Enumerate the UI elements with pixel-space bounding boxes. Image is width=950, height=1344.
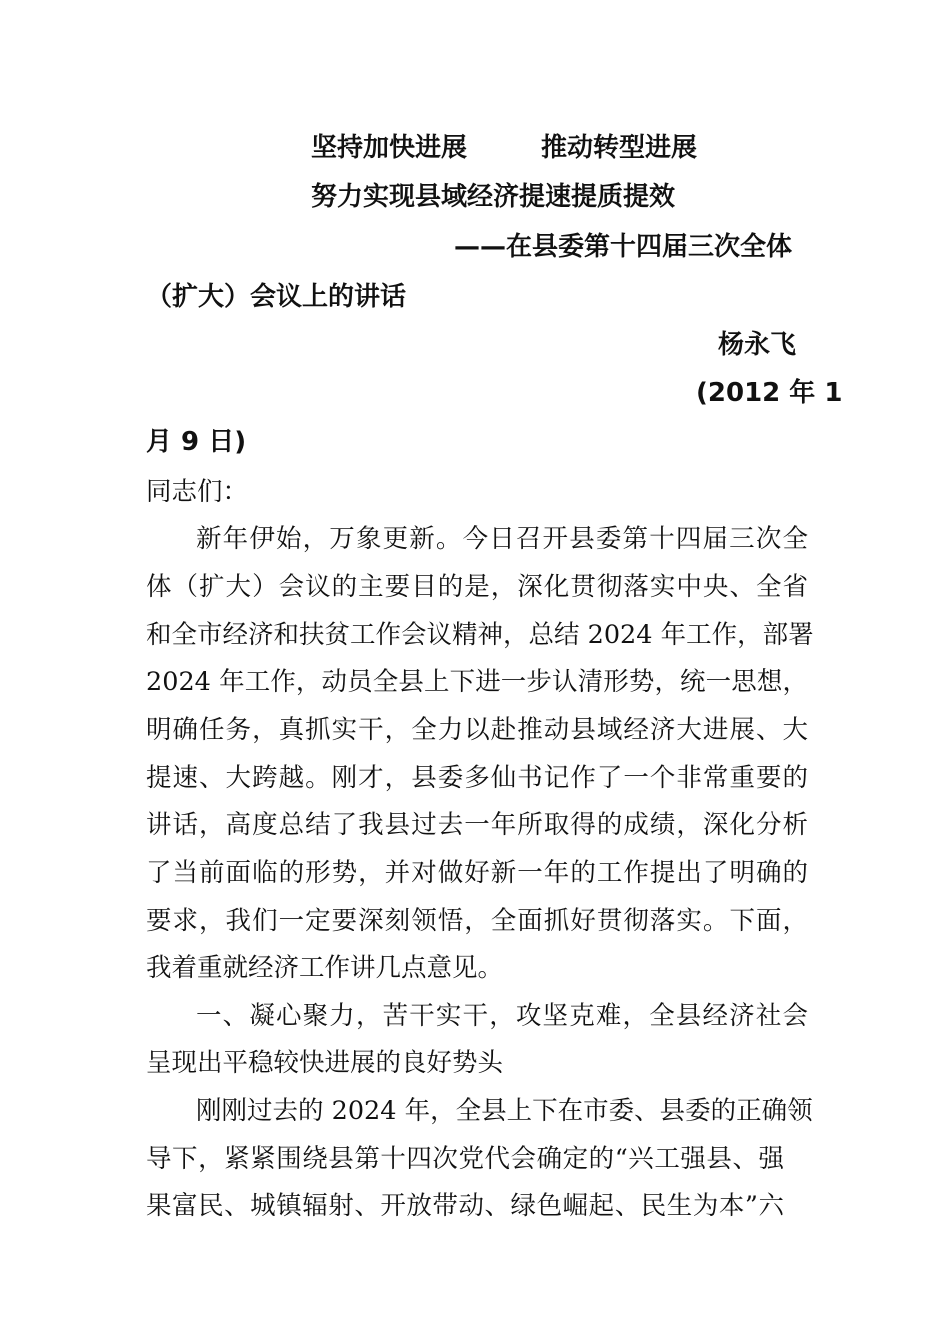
paragraph-1-line-10: 我着重就经济工作讲几点意见。 — [146, 953, 504, 983]
title-line2: 努力实现县域经济提速提质提效 — [311, 182, 676, 212]
paragraph-1-line-2: 体（扩大）会议的主要目的是，深化贯彻落实中央、全省 — [146, 572, 808, 602]
paragraph-1-line-5: 明确任务，真抓实干，全力以赴推动县域经济大进展、大 — [146, 715, 808, 745]
section-heading-line-2: 呈现出平稳较快进展的良好势头 — [146, 1048, 504, 1078]
paragraph-1-line-1: 新年伊始，万象更新。今日召开县委第十四届三次全 — [196, 524, 808, 554]
paragraph-3-line-3: 果富民、城镇辐射、开放带动、绿色崛起、民生为本”六 — [146, 1191, 784, 1221]
paragraph-1-line-4: 2024 年工作，动员全县上下进一步认清形势，统一思想， — [146, 667, 808, 697]
paragraph-1-line-8: 了当前面临的形势，并对做好新一年的工作提出了明确的 — [146, 858, 808, 888]
paragraph-1-line-6: 提速、大跨越。刚才，县委多仙书记作了一个非常重要的 — [146, 763, 808, 793]
date-line2: 月 9 日) — [146, 427, 247, 457]
subtitle-line1: ——在县委第十四届三次全体 — [454, 232, 793, 262]
paragraph-1-line-9: 要求，我们一定要深刻领悟，全面抓好贯彻落实。下面， — [146, 906, 808, 936]
title-line1-part1: 坚持加快进展 — [311, 133, 468, 163]
paragraph-1-line-7: 讲话，高度总结了我县过去一年所取得的成绩，深化分析 — [146, 810, 808, 840]
paragraph-1-line-3: 和全市经济和扶贫工作会议精神，总结 2024 年工作，部署 — [146, 620, 814, 650]
paragraph-3-line-1: 刚刚过去的 2024 年，全县上下在市委、县委的正确领 — [196, 1096, 813, 1126]
date-line1: (2012 年 1 — [696, 378, 843, 408]
title-line1-part2: 推动转型进展 — [541, 133, 698, 163]
paragraph-3-line-2: 导下，紧紧围绕县第十四次党代会确定的“兴工强县、强 — [146, 1144, 784, 1174]
subtitle-line2: （扩大）会议上的讲话 — [146, 282, 407, 312]
author-name: 杨永飞 — [718, 330, 797, 360]
section-heading-line-1: 一、凝心聚力，苦干实干，攻坚克难，全县经济社会 — [196, 1001, 808, 1031]
salutation: 同志们： — [146, 477, 249, 507]
